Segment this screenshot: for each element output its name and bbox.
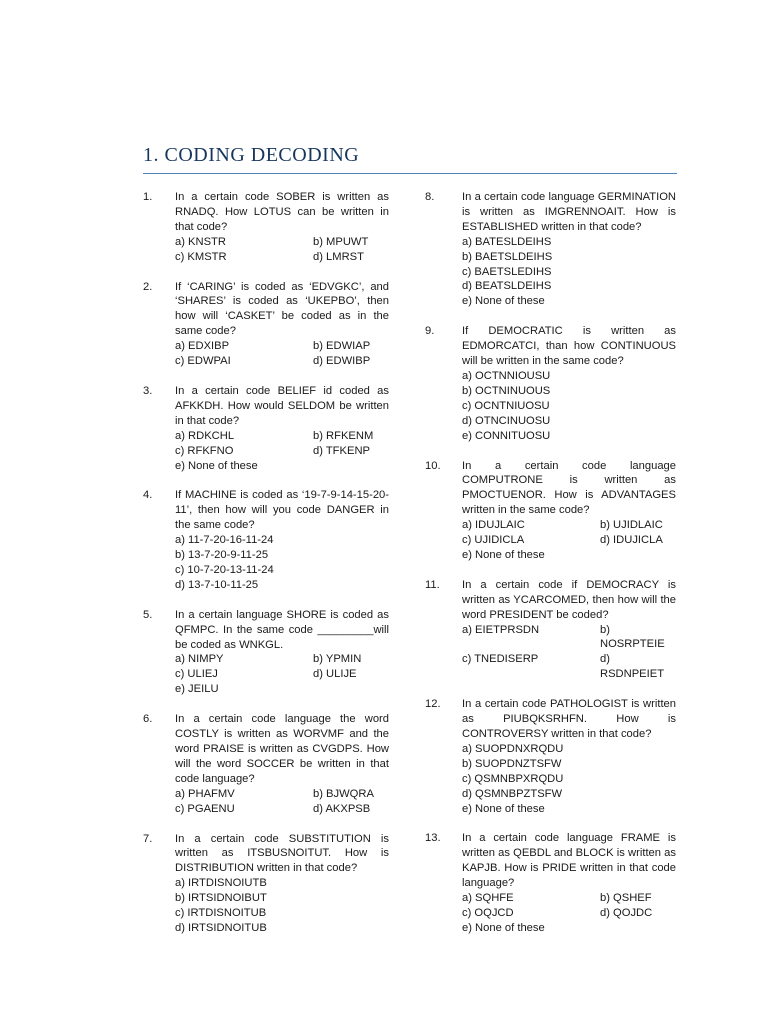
- answer-option: c) BAETSLEDIHS: [462, 265, 552, 278]
- answer-option: d) QOJDC: [600, 906, 653, 919]
- question-item: [143, 712, 389, 816]
- answer-option: b) QSHEF: [600, 892, 652, 905]
- answer-option: a) IRTDISNOIUTB: [175, 877, 267, 890]
- answer-option: d) LMRST: [313, 250, 364, 263]
- answer-option: b) EDWIAP: [313, 340, 371, 353]
- answer-option: c) RFKFNO: [175, 444, 234, 457]
- question-item: [143, 190, 389, 265]
- answer-option: d) TFKENP: [313, 444, 370, 457]
- question-item: [425, 831, 676, 935]
- answer-option: a) KNSTR: [175, 235, 226, 248]
- question-text: In a certain code BELIEF id coded as AFKKDH. How would SELDOM be written in that code?: [175, 384, 389, 427]
- question-text: In a certain code language the word COSTLY is written as WORVMF and the word PRAISE is written as CVGDPS. How will the word SOCCER be written in that code language?: [175, 713, 389, 785]
- question-text: If MACHINE is coded as ‘19-7-9-14-15-20-11’, then how will you code DANGER in the same code?: [175, 489, 389, 532]
- answer-option: d) QSMNBPZTSFW: [462, 787, 563, 800]
- question-item: [143, 832, 389, 936]
- answer-option: a) BATESLDEIHS: [462, 235, 552, 248]
- answer-options: [175, 429, 389, 474]
- answer-option: c) IRTDISNOITUB: [175, 907, 267, 920]
- question-number: 3.: [143, 384, 153, 397]
- answer-option: e) None of these: [462, 921, 545, 934]
- answer-option: b) UJIDLAIC: [600, 519, 663, 532]
- question-item: [425, 578, 676, 682]
- answer-options: [175, 652, 389, 697]
- answer-option: a) NIMPY: [175, 653, 224, 666]
- answer-option: b) 13-7-20-9-11-25: [175, 549, 269, 562]
- answer-option: c) OQJCD: [462, 906, 514, 919]
- answer-option: b) MPUWT: [313, 235, 369, 248]
- left-column: [143, 190, 389, 951]
- answer-option: c) PGAENU: [175, 802, 235, 815]
- answer-option: e) CONNITUOSU: [462, 429, 551, 442]
- question-text: In a certain code language COMPUTRONE is written as PMOCTUENOR. How is ADVANTAGES written in the same code?: [462, 459, 676, 517]
- question-item: [143, 384, 389, 473]
- answer-options: [175, 533, 389, 593]
- question-text: In a certain code language FRAME is written as QEBDL and BLOCK is written as KAPJB. How is PRIDE written in that code language?: [462, 832, 676, 890]
- question-number: 12.: [425, 698, 441, 711]
- question-number: 9.: [425, 325, 435, 338]
- answer-options: [462, 235, 676, 310]
- question-text: In a certain code PATHOLOGIST is written as PIUBQKSRHFN. How is CONTROVERSY written in that code?: [462, 698, 676, 740]
- answer-option: c) OCNTNIUOSU: [462, 399, 550, 412]
- question-text: In a certain code SOBER is written as RNADQ. How LOTUS can be written in that code?: [175, 191, 389, 233]
- answer-option: d) EDWIBP: [313, 355, 371, 368]
- answer-option: e) None of these: [462, 548, 545, 561]
- answer-option: d) 13-7-10-11-25: [175, 578, 259, 591]
- question-item: [143, 608, 389, 697]
- question-number: 7.: [143, 832, 153, 845]
- answer-option: b) IRTSIDNOIBUT: [175, 892, 267, 905]
- question-number: 2.: [143, 280, 153, 293]
- answer-option: a) PHAFMV: [175, 787, 235, 800]
- answer-option: a) SQHFE: [462, 892, 514, 905]
- answer-option: b) BAETSLDEIHS: [462, 250, 553, 263]
- answer-option: a) EIETPRSDN: [462, 623, 540, 636]
- answer-options: [462, 891, 676, 936]
- answer-option: c) KMSTR: [175, 250, 227, 263]
- question-text: In a certain code language GERMINATION is written as IMGRENNOAIT. How is ESTABLISHED written in that code?: [462, 191, 676, 233]
- answer-option: b) OCTNINUOUS: [462, 384, 551, 397]
- answer-option: c) ULIEJ: [175, 668, 218, 681]
- answer-options: [175, 339, 389, 369]
- answer-option: a) IDUJLAIC: [462, 519, 525, 532]
- answer-options: [462, 742, 676, 817]
- answer-option: e) JEILU: [175, 683, 219, 696]
- question-number: 6.: [143, 713, 153, 726]
- answer-option: c) QSMNBPXRQDU: [462, 772, 564, 785]
- answer-options: [462, 518, 676, 563]
- question-text: If ‘CARING’ is coded as ‘EDVGKC’, and ‘SHARES’ is coded as ‘UKEPBO’, then how will ‘CASKET’ be coded as in the same code?: [175, 280, 389, 338]
- answer-option: d) BEATSLDEIHS: [462, 280, 552, 293]
- question-item: [425, 697, 676, 816]
- answer-option: b) YPMIN: [313, 653, 362, 666]
- question-item: [143, 488, 389, 592]
- question-number: 13.: [425, 832, 441, 845]
- answer-option: e) None of these: [462, 295, 545, 308]
- question-number: 5.: [143, 608, 153, 621]
- answer-option: d) IDUJICLA: [600, 534, 663, 547]
- answer-options: [462, 369, 676, 444]
- question-number: 1.: [143, 191, 153, 203]
- answer-option: a) SUOPDNXRQDU: [462, 742, 564, 755]
- question-text: In a certain code if DEMOCRACY is written as YCARCOMED, then how will the word PRESIDENT be coded?: [462, 578, 676, 621]
- question-item: [143, 280, 389, 369]
- answer-option: c) 10-7-20-13-11-24: [175, 563, 274, 576]
- question-text: If DEMOCRATIC is written as EDMORCATCI, than how CONTINUOUS will be written in the same code?: [462, 325, 676, 368]
- question-number: 10.: [425, 459, 441, 472]
- answer-option: d) OTNCINUOSU: [462, 414, 551, 427]
- answer-option: e) None of these: [175, 459, 258, 472]
- page-title: 1. CODING DECODING: [143, 144, 360, 166]
- answer-option: a) OCTNNIOUSU: [462, 369, 551, 382]
- answer-options: [175, 235, 389, 265]
- answer-option: a) EDXIBP: [175, 340, 230, 353]
- answer-option: b) NOSRPTEIE: [600, 623, 665, 651]
- right-column: [425, 190, 676, 951]
- answer-option: e) None of these: [462, 802, 545, 815]
- answer-option: a) RDKCHL: [175, 429, 235, 442]
- answer-option: c) UJIDICLA: [462, 534, 525, 547]
- question-text: In a certain code SUBSTITUTION is written as ITSBUSNOITUT. How is DISTRIBUTION written in that code?: [175, 832, 389, 875]
- question-item: [425, 459, 676, 563]
- answer-option: d) ULIJE: [313, 668, 357, 681]
- question-item: [425, 324, 676, 443]
- answer-option: b) BJWQRA: [313, 787, 374, 800]
- answer-options: [462, 623, 676, 683]
- answer-option: d) AKXPSB: [313, 802, 371, 815]
- answer-option: b) SUOPDNZTSFW: [462, 757, 562, 770]
- question-number: 11.: [425, 578, 440, 591]
- answer-option: c) EDWPAI: [175, 355, 231, 368]
- answer-option: d) IRTSIDNOITUB: [175, 921, 267, 934]
- answer-option: c) TNEDISERP: [462, 653, 539, 666]
- question-number: 4.: [143, 489, 153, 502]
- answer-option: d) RSDNPEIET: [600, 653, 665, 681]
- title-underline: [143, 173, 677, 174]
- answer-options: [175, 787, 389, 817]
- question-text: In a certain language SHORE is coded as QFMPC. In the same code _________will be coded as WNKGL.: [175, 608, 389, 651]
- question-item: [425, 190, 676, 309]
- answer-option: b) RFKENM: [313, 429, 374, 442]
- question-number: 8.: [425, 191, 435, 203]
- answer-option: a) 11-7-20-16-11-24: [175, 534, 274, 547]
- answer-options: [175, 876, 389, 936]
